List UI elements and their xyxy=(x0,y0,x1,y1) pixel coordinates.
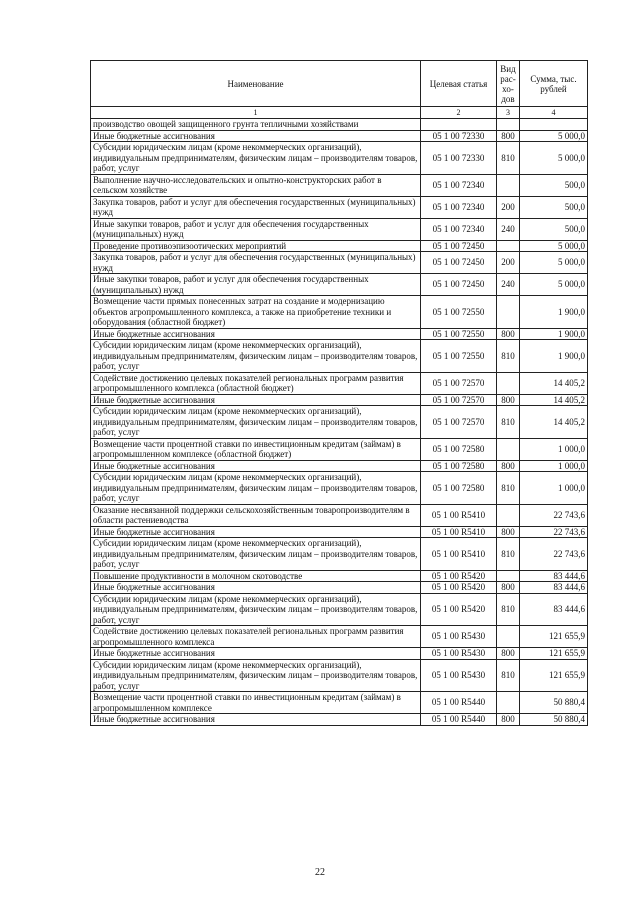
row-expense-type: 800 xyxy=(497,648,520,660)
table-row xyxy=(91,252,588,274)
row-sum: 22 743,6 xyxy=(520,538,588,571)
table-row xyxy=(91,119,588,131)
row-sum: 50 880,4 xyxy=(520,714,588,726)
row-target-article: 05 1 00 72570 xyxy=(421,394,497,406)
row-target-article: 05 1 00 R5420 xyxy=(421,582,497,594)
row-name: Субсидии юридическим лицам (кроме некоммерческих организаций), индивидуальным предпринимателям, физическим лицам – производителям товаров, работ, услуг xyxy=(91,406,421,439)
row-name: Субсидии юридическим лицам (кроме некоммерческих организаций), индивидуальным предпринимателям, физическим лицам – производителям товаров, работ, услуг xyxy=(91,659,421,692)
row-sum: 5 000,0 xyxy=(520,274,588,296)
row-sum: 1 000,0 xyxy=(520,472,588,505)
table-row xyxy=(91,504,588,526)
table-row xyxy=(91,196,588,218)
row-expense-type: 810 xyxy=(497,659,520,692)
header-target-article: Целевая статья xyxy=(421,61,497,107)
table-row xyxy=(91,296,588,329)
table-row xyxy=(91,460,588,472)
row-sum xyxy=(520,119,588,131)
row-sum: 500,0 xyxy=(520,174,588,196)
row-target-article: 05 1 00 72550 xyxy=(421,340,497,373)
table-row xyxy=(91,582,588,594)
row-target-article: 05 1 00 R5430 xyxy=(421,626,497,648)
row-expense-type: 810 xyxy=(497,406,520,439)
row-name: Возмещение части прямых понесенных затрат на создание и модернизацию объектов агропромышленного комплекса, а также на приобретение техники и оборудования (областной бюджет) xyxy=(91,296,421,329)
table-row xyxy=(91,659,588,692)
row-name: Субсидии юридическим лицам (кроме некоммерческих организаций), индивидуальным предпринимателям, физическим лицам – производителям товаров, работ, услуг xyxy=(91,340,421,373)
row-expense-type: 810 xyxy=(497,593,520,626)
table-row xyxy=(91,218,588,240)
row-expense-type: 800 xyxy=(497,526,520,538)
table-row xyxy=(91,340,588,373)
row-expense-type: 800 xyxy=(497,582,520,594)
column-number-row xyxy=(91,107,588,119)
row-expense-type xyxy=(497,119,520,131)
row-target-article: 05 1 00 R5440 xyxy=(421,714,497,726)
row-target-article xyxy=(421,119,497,131)
table-row xyxy=(91,174,588,196)
row-target-article: 05 1 00 R5410 xyxy=(421,526,497,538)
row-expense-type xyxy=(497,240,520,252)
table-row xyxy=(91,714,588,726)
table-row xyxy=(91,274,588,296)
row-sum: 14 405,2 xyxy=(520,394,588,406)
row-name: Иные бюджетные ассигнования xyxy=(91,648,421,660)
row-sum: 121 655,9 xyxy=(520,659,588,692)
table-row xyxy=(91,648,588,660)
row-target-article: 05 1 00 R5410 xyxy=(421,504,497,526)
table-row xyxy=(91,692,588,714)
row-sum: 1 000,0 xyxy=(520,438,588,460)
row-target-article: 05 1 00 R5440 xyxy=(421,692,497,714)
row-expense-type: 240 xyxy=(497,218,520,240)
row-target-article: 05 1 00 72570 xyxy=(421,406,497,439)
row-sum: 14 405,2 xyxy=(520,406,588,439)
row-target-article: 05 1 00 R5430 xyxy=(421,648,497,660)
row-expense-type: 240 xyxy=(497,274,520,296)
row-sum: 5 000,0 xyxy=(520,142,588,175)
row-sum: 5 000,0 xyxy=(520,240,588,252)
row-sum: 500,0 xyxy=(520,218,588,240)
table-row xyxy=(91,394,588,406)
row-sum: 22 743,6 xyxy=(520,504,588,526)
row-target-article: 05 1 00 R5430 xyxy=(421,659,497,692)
row-name: Содействие достижению целевых показателей региональных программ развития агропромышленного комплекса (областной бюджет) xyxy=(91,372,421,394)
row-sum: 83 444,6 xyxy=(520,582,588,594)
page-number: 22 xyxy=(315,867,325,878)
row-target-article: 05 1 00 72330 xyxy=(421,142,497,175)
row-sum: 500,0 xyxy=(520,196,588,218)
row-name: производство овощей защищенного грунта тепличными хозяйствами xyxy=(91,119,421,131)
row-expense-type xyxy=(497,296,520,329)
row-name: Повышение продуктивности в молочном скотоводстве xyxy=(91,570,421,582)
row-expense-type xyxy=(497,626,520,648)
table-row xyxy=(91,130,588,142)
row-name: Закупка товаров, работ и услуг для обеспечения государственных (муниципальных) нужд xyxy=(91,196,421,218)
row-name: Проведение противоэпизоотических мероприятий xyxy=(91,240,421,252)
table-body xyxy=(91,119,588,726)
row-name: Оказание несвязанной поддержки сельскохозяйственным товаропроизводителям в области растениеводства xyxy=(91,504,421,526)
row-target-article: 05 1 00 72340 xyxy=(421,218,497,240)
row-expense-type xyxy=(497,692,520,714)
row-sum: 50 880,4 xyxy=(520,692,588,714)
row-target-article: 05 1 00 72340 xyxy=(421,174,497,196)
row-sum: 5 000,0 xyxy=(520,130,588,142)
row-name: Выполнение научно-исследовательских и опытно-конструкторских работ в сельском хозяйстве xyxy=(91,174,421,196)
row-expense-type: 800 xyxy=(497,460,520,472)
row-name: Содействие достижению целевых показателей региональных программ развития агропромышленного комплекса xyxy=(91,626,421,648)
row-expense-type: 810 xyxy=(497,472,520,505)
column-number: 2 xyxy=(421,107,497,119)
row-sum: 1 900,0 xyxy=(520,340,588,373)
header-expense-type: Вид рас-хо-дов xyxy=(497,61,520,107)
column-number: 3 xyxy=(497,107,520,119)
row-sum: 121 655,9 xyxy=(520,648,588,660)
header-sum: Сумма, тыс. рублей xyxy=(520,61,588,107)
row-sum: 121 655,9 xyxy=(520,626,588,648)
table-header-row xyxy=(91,61,588,107)
row-sum: 22 743,6 xyxy=(520,526,588,538)
row-name: Иные бюджетные ассигнования xyxy=(91,526,421,538)
table-row xyxy=(91,406,588,439)
column-number: 1 xyxy=(91,107,421,119)
row-expense-type: 810 xyxy=(497,340,520,373)
row-name: Иные бюджетные ассигнования xyxy=(91,328,421,340)
table-row xyxy=(91,593,588,626)
row-expense-type: 800 xyxy=(497,328,520,340)
row-name: Иные бюджетные ассигнования xyxy=(91,460,421,472)
row-target-article: 05 1 00 R5410 xyxy=(421,538,497,571)
row-name: Иные закупки товаров, работ и услуг для обеспечения государственных (муниципальных) нужд xyxy=(91,218,421,240)
row-sum: 83 444,6 xyxy=(520,593,588,626)
table-row xyxy=(91,438,588,460)
row-sum: 1 900,0 xyxy=(520,328,588,340)
table-row xyxy=(91,538,588,571)
row-sum: 1 000,0 xyxy=(520,460,588,472)
row-name: Субсидии юридическим лицам (кроме некоммерческих организаций), индивидуальным предпринимателям, физическим лицам – производителям товаров, работ, услуг xyxy=(91,142,421,175)
row-sum: 5 000,0 xyxy=(520,252,588,274)
header-name: Наименование xyxy=(91,61,421,107)
row-target-article: 05 1 00 72450 xyxy=(421,240,497,252)
row-name: Возмещение части процентной ставки по инвестиционным кредитам (займам) в агропромышленном комплексе xyxy=(91,692,421,714)
row-expense-type: 200 xyxy=(497,196,520,218)
row-name: Иные закупки товаров, работ и услуг для обеспечения государственных (муниципальных) нужд xyxy=(91,274,421,296)
table-row xyxy=(91,240,588,252)
row-expense-type xyxy=(497,504,520,526)
row-target-article: 05 1 00 72550 xyxy=(421,328,497,340)
row-sum: 14 405,2 xyxy=(520,372,588,394)
row-target-article: 05 1 00 72550 xyxy=(421,296,497,329)
table-row xyxy=(91,142,588,175)
row-name: Иные бюджетные ассигнования xyxy=(91,130,421,142)
table-row xyxy=(91,526,588,538)
row-target-article: 05 1 00 72340 xyxy=(421,196,497,218)
row-expense-type: 200 xyxy=(497,252,520,274)
table-row xyxy=(91,570,588,582)
table-row xyxy=(91,626,588,648)
row-target-article: 05 1 00 R5420 xyxy=(421,570,497,582)
budget-table xyxy=(90,60,588,726)
row-expense-type xyxy=(497,570,520,582)
row-expense-type: 800 xyxy=(497,130,520,142)
row-expense-type: 800 xyxy=(497,394,520,406)
row-expense-type: 810 xyxy=(497,538,520,571)
table-row xyxy=(91,472,588,505)
row-name: Субсидии юридическим лицам (кроме некоммерческих организаций), индивидуальным предпринимателям, физическим лицам – производителям товаров, работ, услуг xyxy=(91,472,421,505)
row-sum: 1 900,0 xyxy=(520,296,588,329)
row-name: Закупка товаров, работ и услуг для обеспечения государственных (муниципальных) нужд xyxy=(91,252,421,274)
table-row xyxy=(91,372,588,394)
column-number: 4 xyxy=(520,107,588,119)
row-expense-type: 810 xyxy=(497,142,520,175)
row-name: Субсидии юридическим лицам (кроме некоммерческих организаций), индивидуальным предпринимателям, физическим лицам – производителям товаров, работ, услуг xyxy=(91,593,421,626)
row-target-article: 05 1 00 72580 xyxy=(421,460,497,472)
row-target-article: 05 1 00 72580 xyxy=(421,472,497,505)
row-name: Иные бюджетные ассигнования xyxy=(91,582,421,594)
row-name: Иные бюджетные ассигнования xyxy=(91,394,421,406)
row-target-article: 05 1 00 R5420 xyxy=(421,593,497,626)
row-target-article: 05 1 00 72570 xyxy=(421,372,497,394)
row-expense-type xyxy=(497,438,520,460)
row-expense-type xyxy=(497,372,520,394)
row-sum: 83 444,6 xyxy=(520,570,588,582)
row-expense-type xyxy=(497,174,520,196)
row-target-article: 05 1 00 72450 xyxy=(421,252,497,274)
row-target-article: 05 1 00 72450 xyxy=(421,274,497,296)
row-expense-type: 800 xyxy=(497,714,520,726)
row-target-article: 05 1 00 72330 xyxy=(421,130,497,142)
table-row xyxy=(91,328,588,340)
row-name: Субсидии юридическим лицам (кроме некоммерческих организаций), индивидуальным предпринимателям, физическим лицам – производителям товаров, работ, услуг xyxy=(91,538,421,571)
row-name: Возмещение части процентной ставки по инвестиционным кредитам (займам) в агропромышленном комплексе (областной бюджет) xyxy=(91,438,421,460)
row-name: Иные бюджетные ассигнования xyxy=(91,714,421,726)
row-target-article: 05 1 00 72580 xyxy=(421,438,497,460)
